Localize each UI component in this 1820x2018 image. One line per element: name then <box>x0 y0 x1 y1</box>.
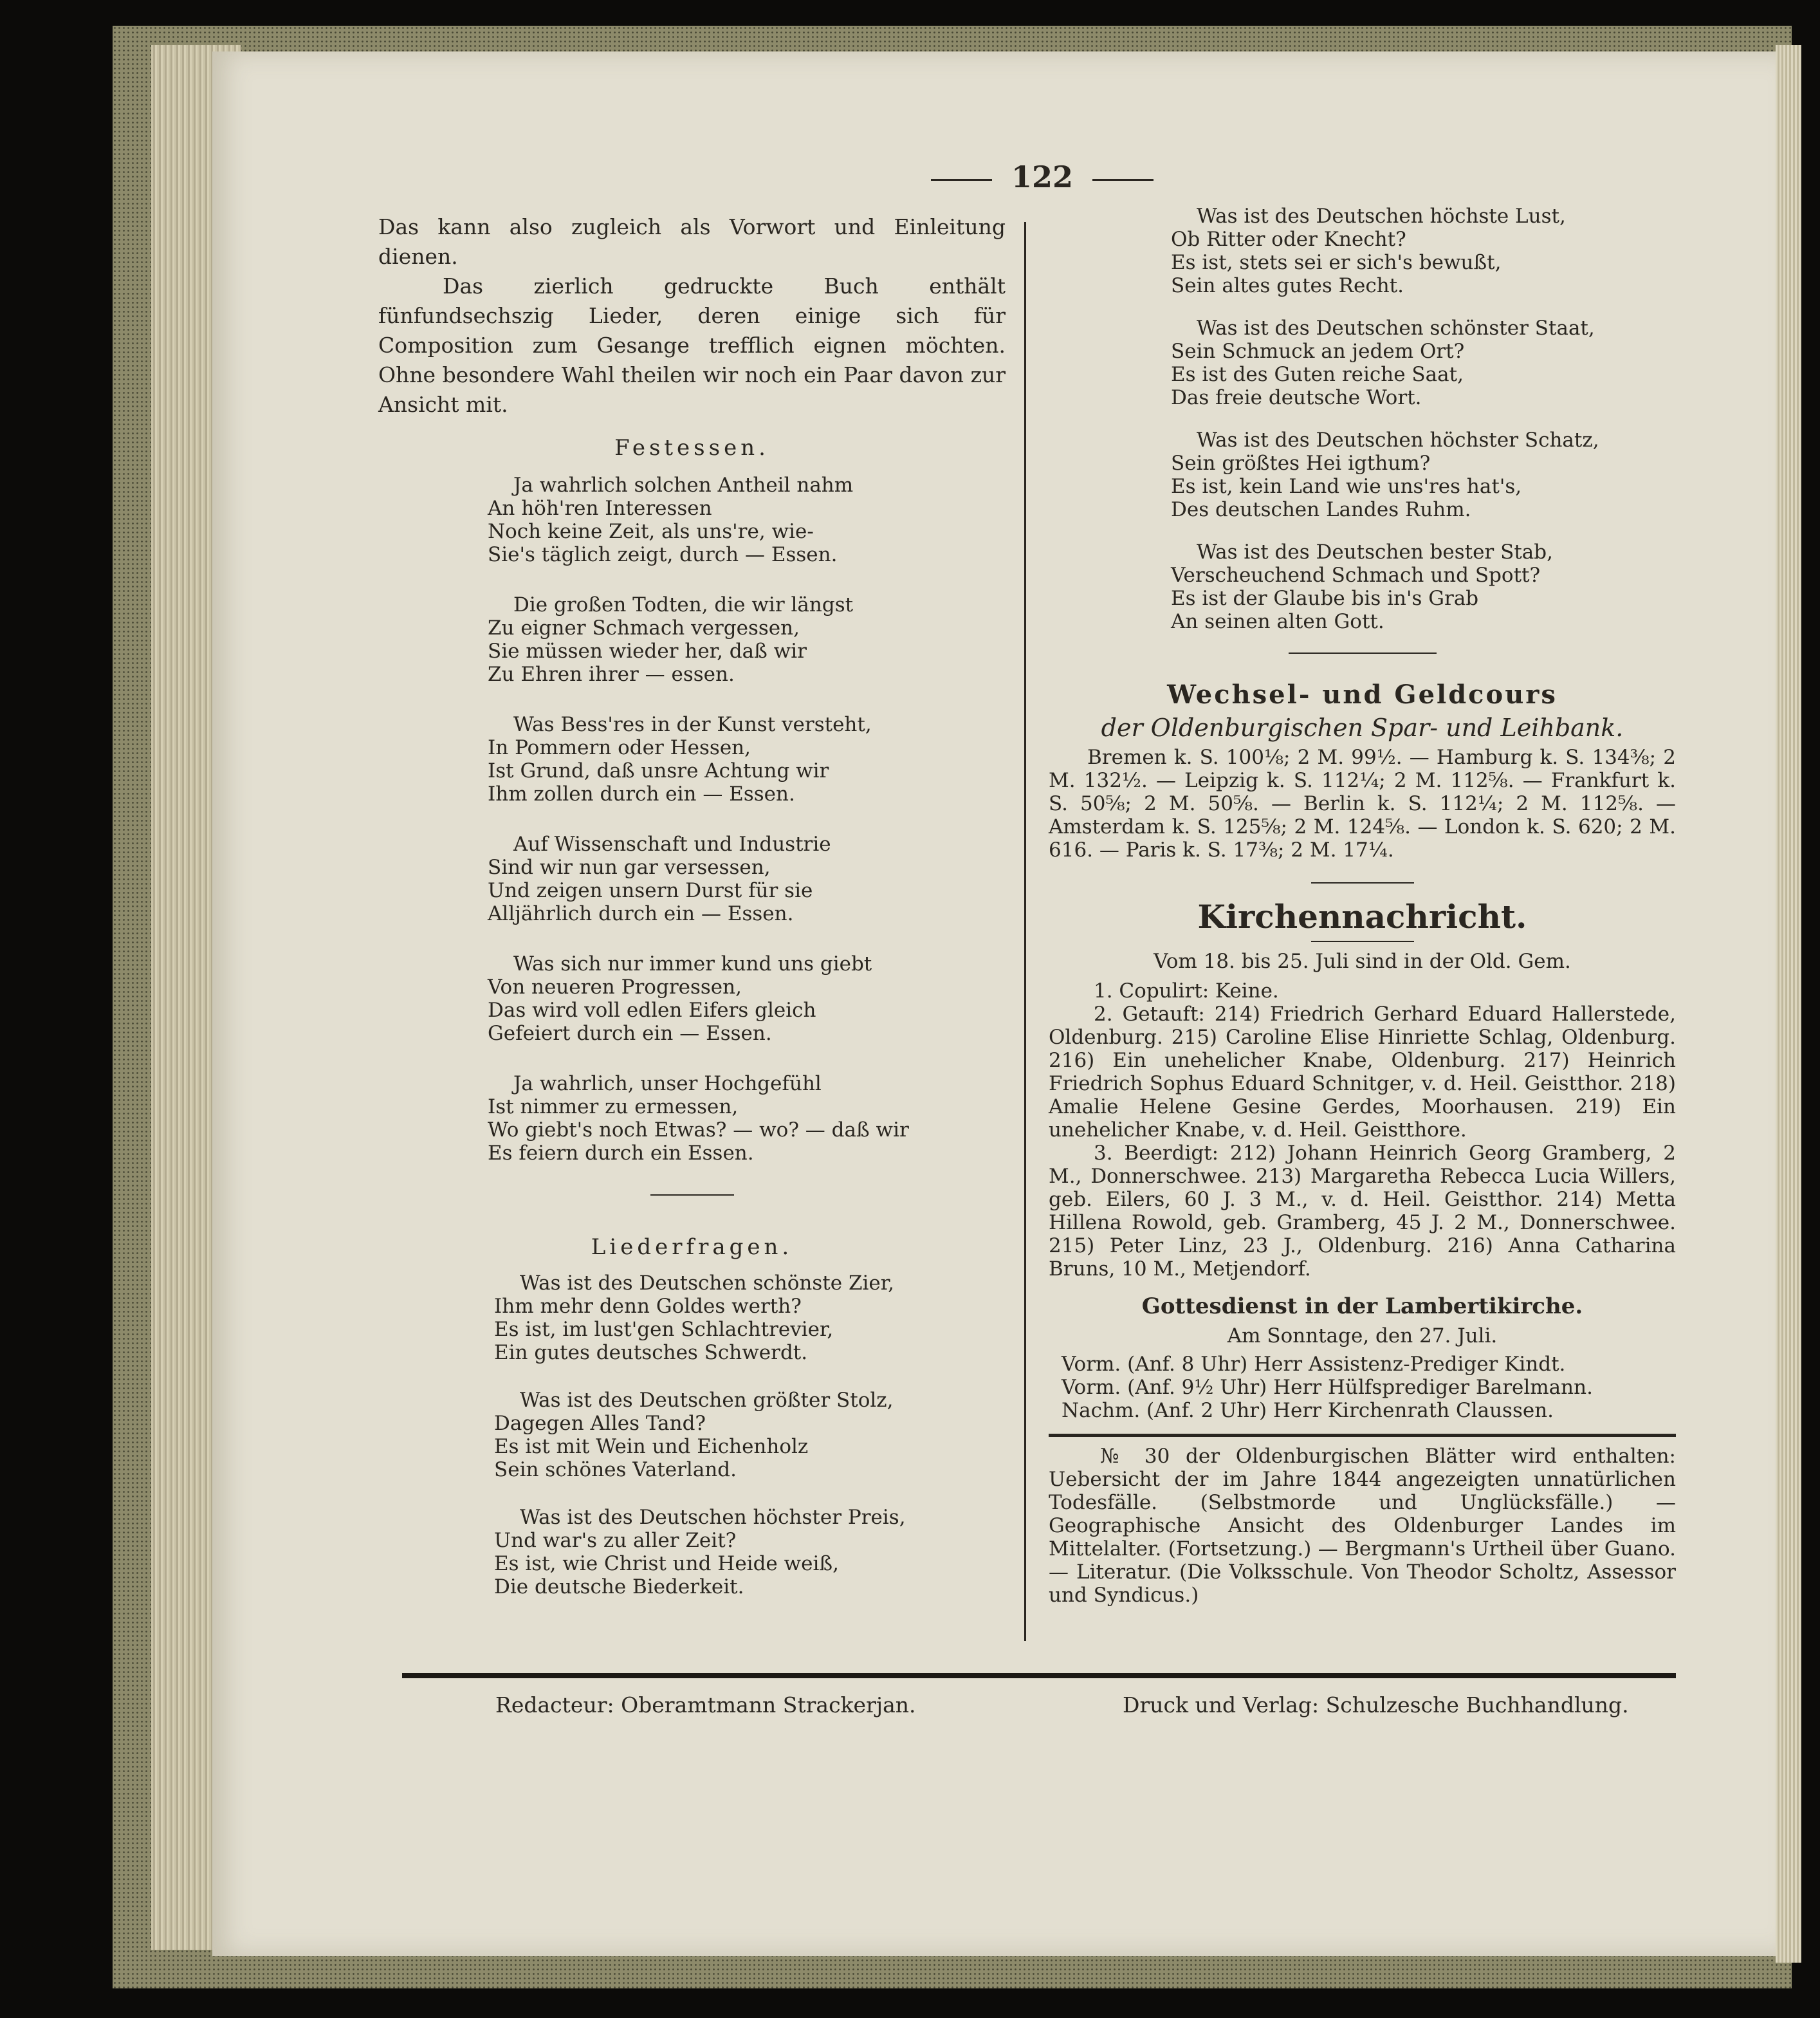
poem-liederfragen <box>494 1272 1006 1598</box>
stanza: Was ist des Deutschen schönste Zier, Ihm mehr denn Goldes werth? Es ist, im lust'gen Schlachtrevier, Ein gutes deutsches Schwerdt. <box>494 1272 895 1364</box>
intro-paragraph-1: Das kann also zugleich als Vorwort und Einleitung dienen. <box>378 214 1006 269</box>
intro-paragraph-2: Das zierlich gedruckte Buch enthält fünfundsechszig Lieder, deren einige sich für Composition zum Gesange trefflich eignen möchten. Ohne besondere Wahl theilen wir noch ein Paar davon zur Ansicht mit. <box>378 273 1006 417</box>
gottesdienst-list <box>1062 1353 1676 1422</box>
stanza: Auf Wissenschaft und Industrie Sind wir nun gar versessen, Und zeigen unsern Durst für sie Alljährlich durch ein — Essen. <box>488 833 831 925</box>
gottesdienst-date: Am Sonntage, den 27. Juli. <box>1227 1324 1498 1347</box>
page-number: 122 <box>894 160 1190 194</box>
exchange-rates: Bremen k. S. 100⅛; 2 M. 99½. — Hamburg k. S. 134⅜; 2 M. 132½. — Leipzig k. S. 112¼; 2 M. 112⅝. — Frankfurt k. S. 50⅝; 2 M. 50⅝. — Berlin k. S. 112¼; 2 M. 112⅝. — Amsterdam k. S. 125⅝; 2 M. 124⅝. — London k. S. 620; 2 M. 616. — Paris k. S. 17⅜; 2 M. 17¼. <box>1049 746 1676 862</box>
stanza: Was ist des Deutschen höchster Schatz, Sein größtes Hei igthum? Es ist, kein Land wie uns'res hat's, Des deutschen Landes Ruhm. <box>1171 429 1599 521</box>
stanza: Was ist des Deutschen schönster Staat, Sein Schmuck an jedem Ort? Es ist des Guten reiche Saat, Das freie deutsche Wort. <box>1171 317 1595 409</box>
right-column <box>1049 205 1676 1607</box>
gottesdienst-item: Vorm. (Anf. 9½ Uhr) Herr Hülfsprediger Barelmann. <box>1062 1376 1593 1399</box>
kirchen-item: 1. Copulirt: Keine. <box>1094 979 1279 1003</box>
column-divider <box>1024 222 1026 1641</box>
section-divider <box>1311 941 1414 942</box>
stanza: Was ist des Deutschen bester Stab, Verscheuchend Schmach und Spott? Es ist der Glaube bis in's Grab An seinen alten Gott. <box>1171 541 1553 633</box>
poem-title-liederfragen: Liederfragen. <box>591 1234 793 1260</box>
section-divider <box>650 1194 734 1196</box>
stanza: Was ist des Deutschen größter Stolz, Dagegen Alles Tand? Es ist mit Wein und Eichenholz Sein schönes Vaterland. <box>494 1389 894 1481</box>
stanza: Die großen Todten, die wir längst Zu eigner Schmach vergessen, Sie müssen wieder her, daß wir Zu Ehren ihrer — essen. <box>488 593 854 686</box>
poem-title-festessen: Festessen. <box>614 435 769 461</box>
section-divider <box>1289 653 1437 654</box>
left-column <box>378 212 1006 1598</box>
stanza: Was Bess'res in der Kunst versteht, In Pommern oder Hessen, Ist Grund, daß unsre Achtung wir Ihm zollen durch ein — Essen. <box>488 713 872 806</box>
kirchen-item: 2. Getauft: 214) Friedrich Gerhard Eduard Hallerstede, Oldenburg. 215) Caroline Elise Hinriette Schlag, Oldenburg. 216) Ein unehelicher Knabe, Oldenburg. 217) Heinrich Friedrich Sophus Eduard Schnitger, v. d. Heil. Geistthor. 218) Amalie Helene Gesine Gerdes, Moorhausen. 219) Ein unehelicher Knabe, v. d. Heil. Geistthore. <box>1049 1003 1676 1142</box>
stanza: Ja wahrlich solchen Antheil nahm An höh'ren Interessen Noch keine Zeit, als uns're, wie- Sie's täglich zeigt, durch — Essen. <box>488 474 854 566</box>
poem-festessen <box>488 474 1006 1165</box>
stanza: Ja wahrlich, unser Hochgefühl Ist nimmer zu ermessen, Wo giebt's noch Etwas? — wo? — daß wir Es feiern durch ein Essen. <box>488 1072 909 1165</box>
poem-liederfragen-continued <box>1171 205 1676 633</box>
footer-publisher: Druck und Verlag: Schulzesche Buchhandlung. <box>1123 1692 1629 1717</box>
kirchen-item: 3. Beerdigt: 212) Johann Heinrich Georg Gramberg, 2 M., Donnerschwee. 213) Margaretha Rebecca Lucia Willers, geb. Eilers, 60 J. 3 M., v. d. Heil. Geistthor. 214) Metta Hillena Rowold, geb. Gramberg, 45 J. 2 M., Donnerschwee. 215) Peter Linz, 23 J., Oldenburg. 216) Anna Catharina Bruns, 10 M., Metjendorf. <box>1049 1142 1676 1281</box>
gottesdienst-item: Nachm. (Anf. 2 Uhr) Herr Kirchenrath Claussen. <box>1062 1399 1554 1422</box>
gottesdienst-item: Vorm. (Anf. 8 Uhr) Herr Assistenz-Prediger Kindt. <box>1062 1353 1566 1376</box>
section-divider <box>1049 1434 1676 1437</box>
exchange-subtitle: der Oldenburgischen Spar- und Leihbank. <box>1101 714 1624 742</box>
exchange-title: Wechsel- und Geldcours <box>1167 680 1558 710</box>
next-issue-notice: № 30 der Oldenburgischen Blätter wird enthalten: Uebersicht der im Jahre 1844 angezeigten unnatürlichen Todesfälle. (Selbstmorde und Unglücksfälle.) — Geographische Ansicht des Oldenburger Landes im Mittelalter. (Fortsetzung.) — Bergmann's Urtheil über Guano. — Literatur. (Die Volksschule. Von Theodor Scholtz, Assessor und Syndicus.) <box>1049 1445 1676 1607</box>
section-divider <box>1311 882 1414 884</box>
stanza: Was ist des Deutschen höchster Preis, Und war's zu aller Zeit? Es ist, wie Christ und Heide weiß, Die deutsche Biederkeit. <box>494 1506 906 1598</box>
footer-editor: Redacteur: Oberamtmann Strackerjan. <box>495 1692 916 1717</box>
stanza: Was sich nur immer kund uns giebt Von neueren Progressen, Das wird voll edlen Eifers gleich Gefeiert durch ein — Essen. <box>488 952 872 1045</box>
kirchen-title: Kirchennachricht. <box>1197 898 1527 936</box>
kirchen-date: Vom 18. bis 25. Juli sind in der Old. Gem. <box>1154 950 1571 973</box>
stanza: Was ist des Deutschen höchste Lust, Ob Ritter oder Knecht? Es ist, stets sei er sich's bewußt, Sein altes gutes Recht. <box>1171 205 1566 297</box>
gottesdienst-title: Gottesdienst in der Lambertikirche. <box>1141 1293 1583 1319</box>
footer-rule <box>402 1673 1676 1678</box>
